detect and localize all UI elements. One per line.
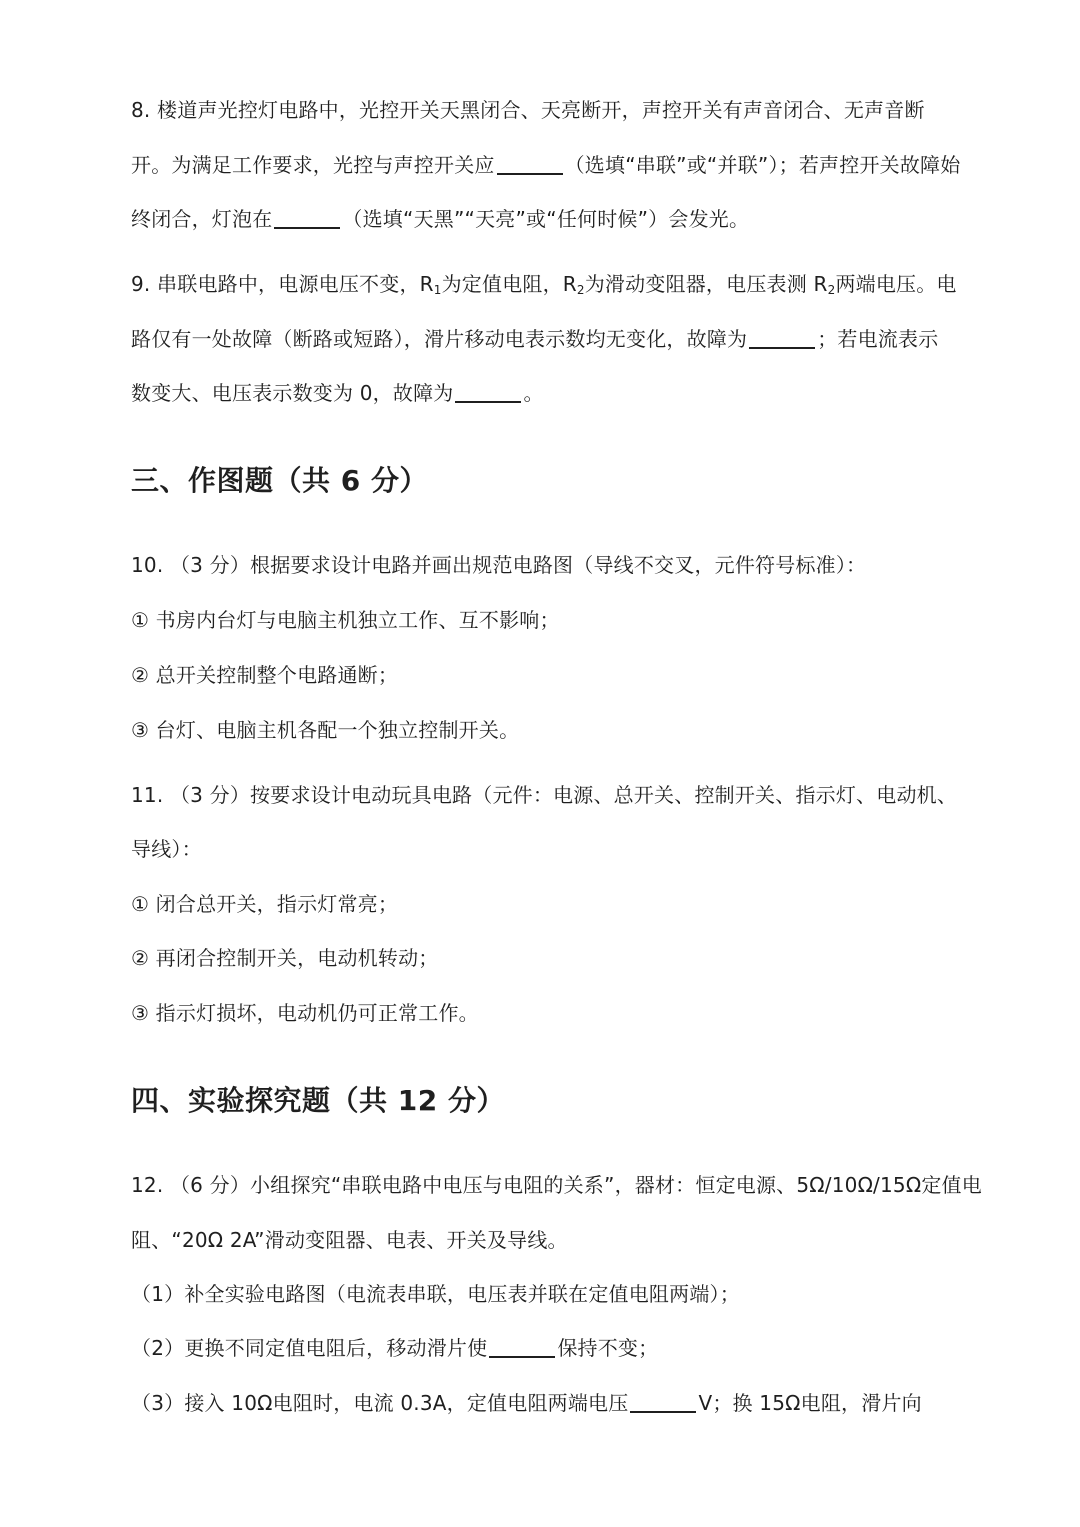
q11-text-2: 导线）：	[131, 837, 202, 861]
q8-line-1	[131, 96, 925, 124]
q9-text-1c: 为滑动变阻器，电压表测 R	[584, 272, 828, 296]
q9-text-3a: 数变大、电压表示数变为 0，故障为	[131, 381, 454, 405]
q11-item-3	[131, 999, 479, 1027]
q10-item-2	[131, 661, 398, 689]
q10-item-3-text: ③ 台灯、电脑主机各配一个独立控制开关。	[131, 718, 520, 742]
q12-text-1: 12. （6 分）小组探究“串联电路中电压与电阻的关系”，器材：恒定电源、5Ω/10Ω/15Ω定值电	[131, 1173, 982, 1197]
q12-line-2	[131, 1226, 568, 1254]
q12-part-1	[131, 1280, 740, 1308]
q11-item-1	[131, 890, 398, 918]
section-3-title: 三、作图题（共 6 分）	[131, 464, 428, 497]
q8-text-3b: （选填“天黑”“天亮”或“任何时候”）会发光。	[342, 207, 750, 231]
q11-line-2	[131, 835, 202, 863]
q8-line-3	[131, 205, 749, 233]
q12-blank-2[interactable]	[630, 1391, 696, 1413]
q10-item-2-text: ② 总开关控制整个电路通断；	[131, 663, 399, 687]
q8-text-2b: （选填“串联”或“并联”）；若声控开关故障始	[564, 153, 961, 177]
q12-part-2	[131, 1334, 658, 1362]
q10-item-1	[131, 606, 560, 634]
q9-line-2	[131, 325, 938, 353]
q10-line-1	[131, 551, 866, 579]
q12-part-1-text: （1）补全实验电路图（电流表串联，电压表并联在定值电阻两端）；	[131, 1282, 740, 1306]
q11-line-1	[131, 781, 957, 809]
q9-line-1	[131, 270, 957, 304]
q9-sub-3: 2	[827, 283, 836, 297]
q11-item-2-text: ② 再闭合控制开关，电动机转动；	[131, 946, 439, 970]
q9-blank-1[interactable]	[749, 327, 815, 349]
q9-text-1b: 为定值电阻，R	[441, 272, 577, 296]
q9-text-2a: 路仅有一处故障（断路或短路），滑片移动电表示数均无变化，故障为	[131, 327, 748, 351]
q8-line-2	[131, 151, 960, 179]
q12-part-3a-text: （3）接入 10Ω电阻时，电流 0.3A，定值电阻两端电压	[131, 1391, 629, 1415]
q9-sub-1: 1	[433, 283, 442, 297]
q12-line-1	[131, 1171, 982, 1199]
q8-blank-2[interactable]	[274, 207, 340, 229]
q9-sub-2: 2	[576, 283, 585, 297]
q8-text-1: 8. 楼道声光控灯电路中，光控开关天黑闭合、天亮断开，声控开关有声音闭合、无声音断	[131, 98, 925, 122]
q12-blank-1[interactable]	[489, 1336, 555, 1358]
q10-item-1-text: ① 书房内台灯与电脑主机独立工作、互不影响；	[131, 608, 560, 632]
q8-text-3a: 终闭合，灯泡在	[131, 207, 273, 231]
q11-item-3-text: ③ 指示灯损坏，电动机仍可正常工作。	[131, 1001, 479, 1025]
q8-blank-1[interactable]	[497, 153, 563, 175]
q12-text-2: 阻、“20Ω 2A”滑动变阻器、电表、开关及导线。	[131, 1228, 568, 1252]
q11-text-1: 11. （3 分）按要求设计电动玩具电路（元件：电源、总开关、控制开关、指示灯、电动机、	[131, 783, 958, 807]
q8-text-2a: 开。为满足工作要求，光控与声控开关应	[131, 153, 495, 177]
q12-part-3	[131, 1389, 922, 1417]
section-4-title: 四、实验探究题（共 12 分）	[131, 1084, 505, 1117]
q9-text-3b: 。	[523, 381, 544, 405]
q12-part-3b-text: V；换 15Ω电阻，滑片向	[698, 1391, 922, 1415]
q9-blank-2[interactable]	[455, 381, 521, 403]
q9-text-2b: ；若电流表示	[817, 327, 939, 351]
q9-text-1a: 9. 串联电路中，电源电压不变，R	[131, 272, 434, 296]
q11-item-1-text: ① 闭合总开关，指示灯常亮；	[131, 892, 399, 916]
q12-part-2a-text: （2）更换不同定值电阻后，移动滑片使	[131, 1336, 488, 1360]
q12-part-2b-text: 保持不变；	[557, 1336, 659, 1360]
q10-text-1: 10. （3 分）根据要求设计电路并画出规范电路图（导线不交叉，元件符号标准）：	[131, 553, 867, 577]
q11-item-2	[131, 944, 439, 972]
q9-text-1d: 两端电压。电	[835, 272, 957, 296]
q9-line-3	[131, 379, 544, 407]
q10-item-3	[131, 716, 519, 744]
